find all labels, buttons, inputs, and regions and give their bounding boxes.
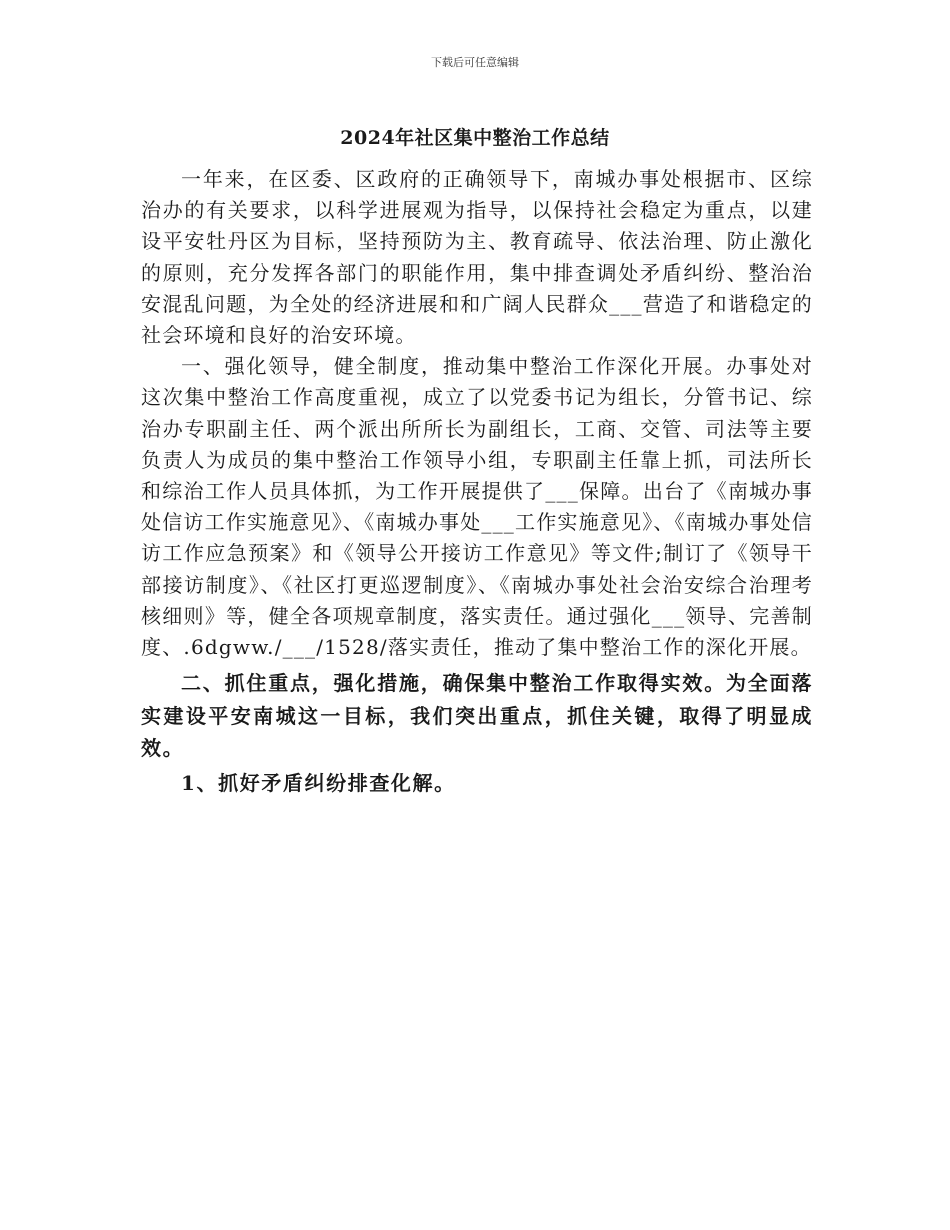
document-title: 2024年社区集中整治工作总结: [340, 127, 610, 149]
header-note: 下载后可任意编辑: [431, 56, 519, 69]
document-body: [141, 164, 813, 799]
paragraph-subsection-1: 1、抓好矛盾纠纷排查化解。: [181, 770, 456, 795]
paragraph-intro: 一年来，在区委、区政府的正确领导下，南城办事处根据市、区综治办的有关要求，以科学进展观为指导，以保持社会稳定为重点，以建设平安牡丹区为目标，坚持预防为主、教育疏导、依法治理、防止激化的原则，充分发挥各部门的职能作用，集中排查调处矛盾纠纷、整治治安混乱问题，为全处的经济进展和和广阔人民群众___营造了和谐稳定的社会环境和良好的治安环境。: [141, 167, 813, 348]
paragraph-section-1: 一、强化领导，健全制度，推动集中整治工作深化开展。办事处对这次集中整治工作高度重视，成立了以党委书记为组长，分管书记、综治办专职副主任、两个派出所所长为副组长，工商、交管、司法等主要负责人为成员的集中整治工作领导小组，专职副主任靠上抓，司法所长和综治工作人员具体抓，为工作开展提供了___保障。出台了《南城办事处信访工作实施意见》、《南城办事处___工作实施意见》、《南城办事处信访工作应急预案》和《领导公开接访工作意见》等文件;制订了《领导干部接访制度》、《社区打更巡逻制度》、《南城办事处社会治安综合治理考核细则》等，健全各项规章制度，落实责任。通过强化___领导、完善制度、.6dgww./___/1528/落实责任，推动了集中整治工作的深化开展。: [141, 354, 813, 660]
paragraph-section-2-heading: 二、抓住重点，强化措施，确保集中整治工作取得实效。为全面落实建设平安南城这一目标，我们突出重点，抓住关键，取得了明显成效。: [141, 671, 813, 761]
